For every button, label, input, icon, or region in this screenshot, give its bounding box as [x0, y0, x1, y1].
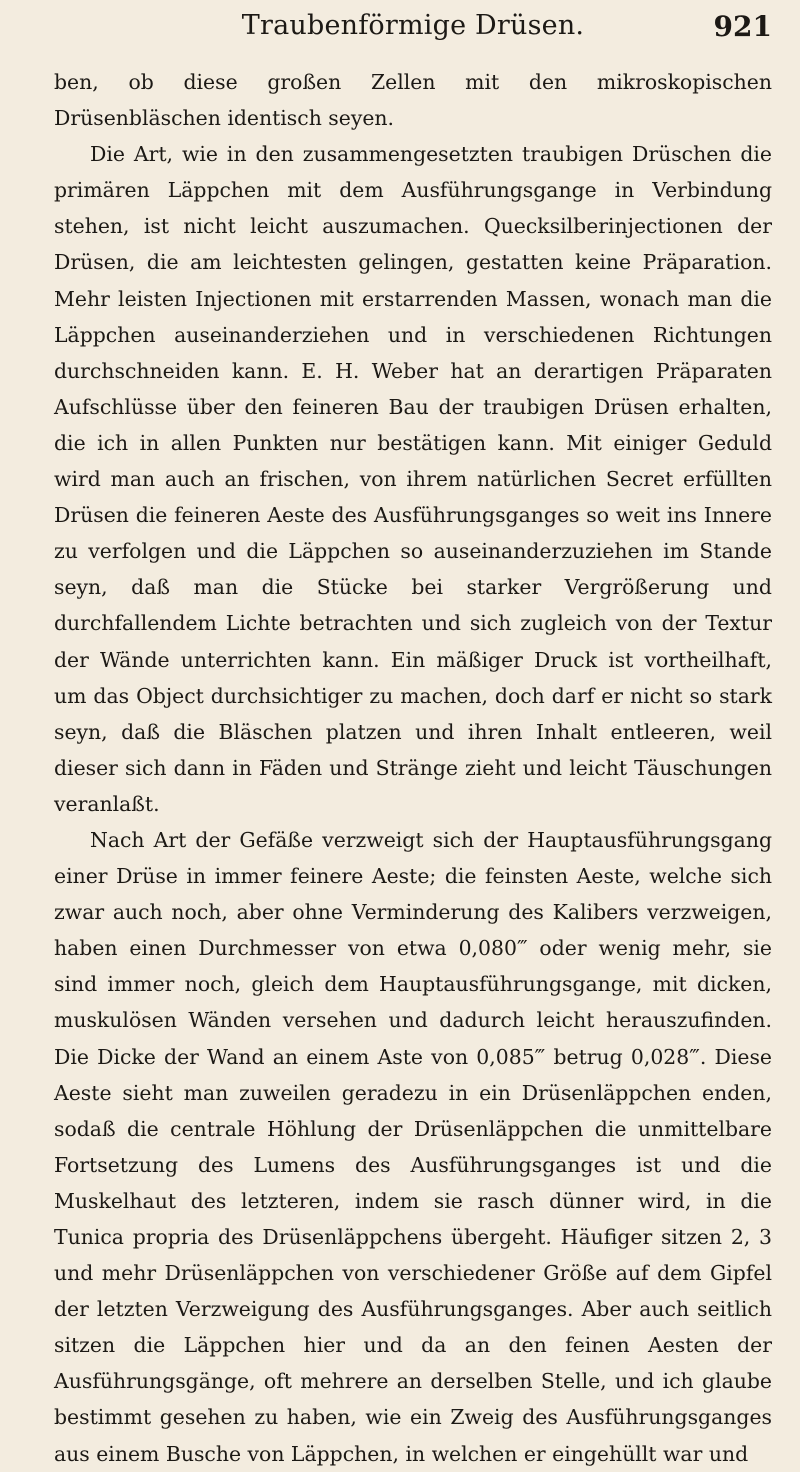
- paragraph: ben, ob diese großen Zellen mit den mikroskopischen Drüsenbläschen identisch seyen.: [54, 70, 772, 131]
- paragraph: Nach Art der Gefäße verzweigt sich der Hauptausführungsgang einer Drüse in immer feinere Aeste; die feinsten Aeste, welche sich zwar auch noch, aber ohne Verminderung des Kalibers verzweigen, haben einen Durchmesser von etwa 0,080‴ oder wenig mehr, sie sind immer noch, gleich dem Hauptausführungsgange, mit dicken, muskulösen Wänden versehen und dadurch leicht herauszufinden. Die Dicke der Wand an einem Aste von 0,085‴ betrug 0,028‴. Diese Aeste sieht man zuweilen geradezu in ein Drüsenläppchen enden, sodaß die centrale Höhlung der Drüsenläppchen die unmittelbare Fortsetzung des Lumens des Ausführungsganges ist und die Muskelhaut des letzteren, indem sie rasch dünner wird, in die Tunica propria des Drüsenläppchens übergeht. Häufiger sitzen 2, 3 und mehr Drüsenläppchen von verschiedener Größe auf dem Gipfel der letzten Verzweigung des Ausführungsganges. Aber auch seitlich sitzen die Läppchen hier und da an den feinen Aesten der Ausführungsgänge, oft mehrere an derselben Stelle, und ich glaube bestimmt gesehen zu haben, wie ein Zweig des Ausführungsganges aus einem Busche von Läppchen, in welchen er eingehüllt war und: [54, 827, 772, 1466]
- page-number: 921: [713, 10, 772, 43]
- running-title: Traubenförmige Drüsen.: [241, 10, 585, 41]
- page-header: [54, 6, 772, 52]
- body-text: [54, 64, 772, 1472]
- paragraph: Die Art, wie in den zusammengesetzten traubigen Drüschen die primären Läppchen mit dem Ausführungsgange in Verbindung stehen, ist nicht leicht auszumachen. Quecksilberinjectionen der Drüsen, die am leichtesten gelingen, gestatten keine Präparation. Mehr leisten Injectionen mit erstarrenden Massen, wonach man die Läppchen auseinanderziehen und in verschiedenen Richtungen durchschneiden kann. E. H. Weber hat an derartigen Präparaten Aufschlüsse über den feineren Bau der traubigen Drüsen erhalten, die ich in allen Punkten nur bestätigen kann. Mit einiger Geduld wird man auch an frischen, von ihrem natürlichen Secret erfüllten Drüsen die feineren Aeste des Ausführungsganges so weit ins Innere zu verfolgen und die Läppchen so auseinanderzuziehen im Stande seyn, daß man die Stücke bei starker Vergrößerung und durchfallendem Lichte betrachten und sich zugleich von der Textur der Wände unterrichten kann. Ein mäßiger Druck ist vortheilhaft, um das Object durchsichtiger zu machen, doch darf er nicht so stark seyn, daß die Bläschen platzen und ihren Inhalt entleeren, weil dieser sich dann in Fäden und Stränge zieht und leicht Täuschungen veranlaßt.: [54, 142, 772, 816]
